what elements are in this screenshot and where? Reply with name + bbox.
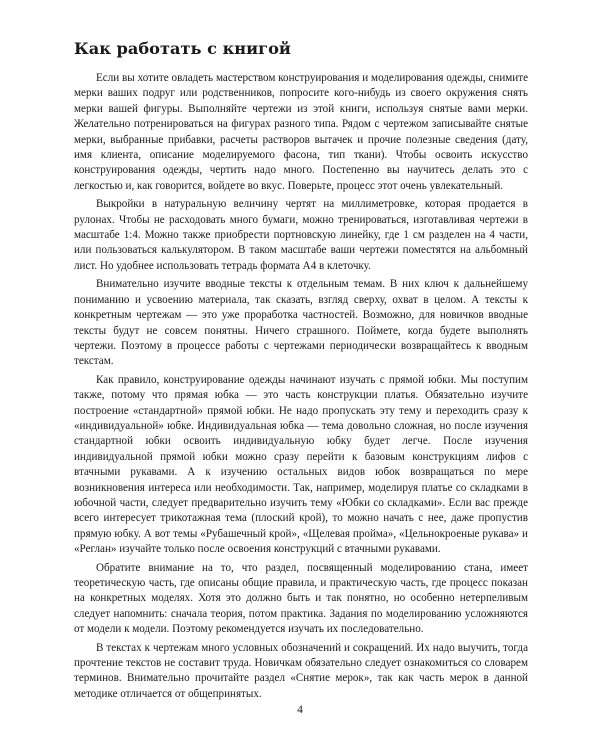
page-number: 4 <box>297 704 303 716</box>
paragraph-symbols: В текстах к чертежам много условных обозначений и сокращений. Их надо выучить, тогда прочтение текстов не составит труда. Новичкам обязательно следует ознакомиться со словарем терминов. Внимательно прочитайте раздел «Снятие мерок», так как часть мерок в данной методике отличается от общепринятых. <box>74 641 528 700</box>
page-title: Как работать с книгой <box>74 39 291 58</box>
page-body <box>74 38 528 705</box>
paragraph-how-to-learn: Если вы хотите овладеть мастерством конструирования и моделирования одежды, снимите мерки ваших подруг или родственников, попросите кого-нибудь из своего окружения снять мерки вашей фигуры. Выполняйте чертежи из этой книги, используя снятые вами мерки. Желательно потренироваться на фигурах разного типа. Рядом с чертежом записывайте снятые мерки, выбранные прибавки, расчеты растворов вытачек и прочие полезные сведения (дату, имя клиента, описание моделируемого фасона, тип ткани). Чтобы освоить искусство конструирования одежды, чертить надо много. Постепенно вы научитесь делать это с легкостью и, как говорится, войдете во вкус. Поверьте, процесс этот очень увлекательный. <box>74 72 528 192</box>
paragraph-modeling-theory: Обратите внимание на то, что раздел, посвященный моделированию стана, имеет теоретическую часть, где описаны общие правила, и практическую часть, где процесс показан на конкретных моделях. Хотя это должно быть и так понятно, но особенно нетерпеливым следует напомнить: сначала теория, потом практика. Задания по моделированию усложняются от модели к модели. Поэтому рекомендуется изучать их последовательно. <box>74 561 528 636</box>
paragraph-intro-texts: Внимательно изучите вводные тексты к отдельным темам. В них ключ к дальнейшему пониманию и усвоению материала, так сказать, взгляд сверху, охват в целом. А тексты к конкретным чертежам — это уже проработка частностей. Возможно, для новичков вводные тексты будут не совсем понятны. Ничего страшного. Поймете, когда будете выполнять чертежи. Поэтому в процессе работы с чертежами периодически возвращайтесь к вводным текстам. <box>74 278 528 368</box>
paragraph-patterns-scale: Выкройки в натуральную величину чертят на миллиметровке, которая продается в рулонах. Чтобы не расходовать много бумаги, можно тренироваться, изготавливая чертежи в масштабе 1:4. Можно также приобрести портновскую линейку, где 1 см разделен на 4 части, или пользоваться калькулятором. В таком масштабе ваши чертежи поместятся на альбомный лист. Но удобнее использовать тетрадь формата А4 в клеточку. <box>74 198 528 272</box>
paragraph-straight-skirt: Как правило, конструирование одежды начинают изучать с прямой юбки. Мы поступим также, потому что прямая юбка — это часть конструкции платья. Обязательно изучите построение «стандартной» прямой юбки. Не надо пропускать эту тему и переходить сразу к «индивидуальной» юбке. Индивидуальная юбка — тема довольно сложная, но после изучения стандартной юбки освоить индивидуальную юбку будет легче. После изучения индивидуальной прямой юбки можно сразу перейти к базовым конструкциям лифов с втачными рукавами. А к изучению остальных видов юбок возвращаться по мере возникновения интереса или необходимости. Так, например, моделируя платье со складками в юбочной части, следует предварительно изучить тему «Юбки со складками». Если вас прежде всего интересует трикотажная тема (плоский крой), то можно начать с нее, даже пропустив прямую юбку. А вот темы «Рубашечный крой», «Щелевая пройма», «Цельнокроеные рукава» и «Реглан» изучайте только после освоения конструкций с втачными рукавами. <box>74 373 528 556</box>
